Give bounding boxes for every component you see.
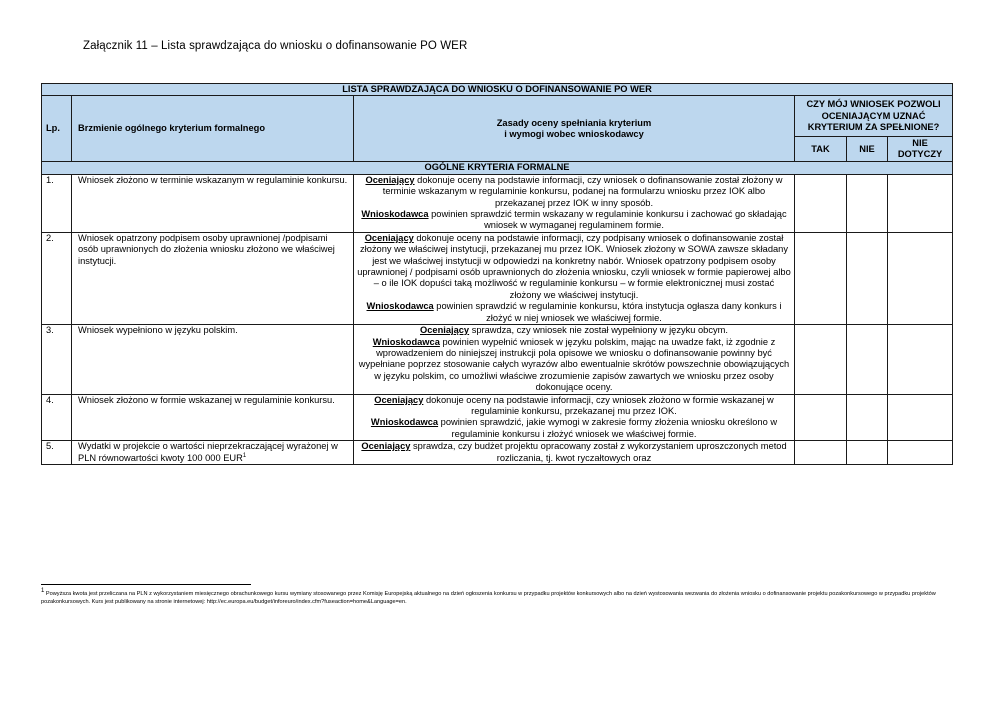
assessor-text: sprawdza, czy wniosek nie został wypełniony w języku obcym. xyxy=(469,325,728,336)
checkbox-yes[interactable] xyxy=(795,174,847,232)
column-header-criterion: Brzmienie ogólnego kryterium formalnego xyxy=(72,96,354,162)
checkbox-no[interactable] xyxy=(847,232,888,324)
assessor-text: dokonuje oceny na podstawie informacji, czy podpisany wniosek o dofinansowanie został złożony we właściwej instytucji, przekazanej mu przez IOK. Wniosek złożony w SOWA zawsze składany jest we właściwej instytucji w odpowiedzi na konkretny nabór. Wniosek opatrzony podpisem osoby uprawnionej / podpisami osób uprawnionych do złożenia wniosku, czyli wniosek w formie papierowej albo – o ile IOK dopuści taką możliwość w regulaminie konkursu – w formie elektronicznej musi zostać złożony we właściwej instytucji. xyxy=(357,232,791,300)
column-header-question: CZY MÓJ WNIOSEK POZWOLI OCENIAJĄCYM UZNAĆ KRYTERIUM ZA SPEŁNIONE? xyxy=(795,96,953,137)
applicant-text: powinien sprawdzić termin wskazany w regulaminie konkursu i zachować go składając wniosek w wymaganej regulaminem formie. xyxy=(428,209,787,231)
row-rules xyxy=(354,174,795,232)
assessor-text: sprawdza, czy budżet projektu opracowany został z wykorzystaniem uproszczonych metod rozliczania, tj. kwot ryczałtowych oraz xyxy=(410,441,787,463)
row-rules xyxy=(354,394,795,441)
table-row xyxy=(42,232,953,324)
checkbox-na[interactable] xyxy=(888,232,953,324)
checkbox-yes[interactable] xyxy=(795,441,847,465)
row-criterion: Wniosek złożono w formie wskazanej w regulaminie konkursu. xyxy=(72,394,354,441)
assessor-label: Oceniający xyxy=(364,232,414,243)
checkbox-na[interactable] xyxy=(888,174,953,232)
row-lp: 1. xyxy=(42,174,72,232)
footnote-mark: 1 xyxy=(242,452,247,459)
table-row xyxy=(42,325,953,394)
table-row xyxy=(42,441,953,465)
checklist-table xyxy=(41,83,953,465)
checkbox-na[interactable] xyxy=(888,325,953,394)
row-rules xyxy=(354,325,795,394)
assessor-label: Oceniający xyxy=(361,441,411,452)
checkbox-yes[interactable] xyxy=(795,232,847,324)
applicant-text: powinien wypełnić wniosek w języku polskim, mając na uwadze fakt, iż zgodnie z wprowadzeniem do niniejszej instrukcji pola opisowe we wniosku o dofinansowanie powinny być wypełniane poprzez stosowanie całych wyrazów albo ewentualnie skrótów powszechnie obowiązujących w języku polskim, co umożliwi właściwe zrozumienie zapisów zawartych we wniosku przez osoby dokonujące oceny. xyxy=(358,336,790,393)
row-lp: 5. xyxy=(42,441,72,465)
footnote-text: Powyższa kwota jest przeliczana na PLN z wykorzystaniem miesięcznego obrachunkowego kursu wymiany stosowanego przez Komisję Europejską aktualnego na dzień ogłoszenia konkursu w przypadku projektów konkursowych albo na dzień wystosowania wezwania do złożenia wniosku o dofinansowanie projektu pozakonkursowego w przypadku projektów pozakonkursowych. Kurs jest publikowany na stronie internetowej: http://ec.europa.eu/budget/inforeuro/index.cfm?fuseaction=home&Language=en. xyxy=(41,591,936,605)
row-rules xyxy=(354,441,795,465)
row-lp: 4. xyxy=(42,394,72,441)
applicant-label: Wnioskodawca xyxy=(361,209,429,220)
assessor-text: dokonuje oceny na podstawie informacji, czy wniosek złożono w formie wskazanej w regulaminie konkursu, przekazanej mu przez IOK. xyxy=(423,394,774,416)
checkbox-yes[interactable] xyxy=(795,394,847,441)
assessor-label: Oceniający xyxy=(420,325,470,336)
row-criterion: Wniosek złożono w terminie wskazanym w regulaminie konkursu. xyxy=(72,174,354,232)
row-criterion-text: Wydatki w projekcie o wartości nieprzekraczającej wyrażonej w PLN równowartości kwoty 100 000 EUR xyxy=(78,441,338,463)
applicant-label: Wnioskodawca xyxy=(372,336,440,347)
table-row xyxy=(42,174,953,232)
column-header-no: NIE xyxy=(847,137,888,162)
row-lp: 3. xyxy=(42,325,72,394)
checkbox-na[interactable] xyxy=(888,394,953,441)
footnote xyxy=(41,588,956,606)
applicant-text: powinien sprawdzić, jakie wymogi w zakresie formy złożenia wniosku określono w regulaminie konkursu i złożyć wniosek we właściwej formie. xyxy=(438,417,778,439)
column-header-rules-line2: i wymogi wobec wnioskodawcy xyxy=(504,128,644,139)
row-criterion: Wniosek wypełniono w języku polskim. xyxy=(72,325,354,394)
row-criterion xyxy=(72,441,354,465)
column-header-yes: TAK xyxy=(795,137,847,162)
column-header-rules xyxy=(354,96,795,162)
table-title: LISTA SPRAWDZAJĄCA DO WNIOSKU O DOFINANSOWANIE PO WER xyxy=(42,84,953,96)
row-criterion: Wniosek opatrzony podpisem osoby uprawnionej /podpisami osób uprawnionych do złożenia wniosku złożono we właściwej instytucji. xyxy=(72,232,354,324)
applicant-text: powinien sprawdzić w regulaminie konkursu, która instytucja ogłasza dany konkurs i złożyć w niej wniosek we właściwej formie. xyxy=(433,301,782,323)
checkbox-no[interactable] xyxy=(847,325,888,394)
page-header: Załącznik 11 – Lista sprawdzająca do wniosku o dofinansowanie PO WER xyxy=(83,40,468,52)
checkbox-yes[interactable] xyxy=(795,325,847,394)
column-header-lp: Lp. xyxy=(42,96,72,162)
section-header: OGÓLNE KRYTERIA FORMALNE xyxy=(42,162,953,174)
column-header-rules-line1: Zasady oceny spełniania kryterium xyxy=(496,117,652,128)
checkbox-no[interactable] xyxy=(847,441,888,465)
assessor-label: Oceniający xyxy=(374,394,424,405)
footnote-divider xyxy=(41,584,251,585)
assessor-text: dokonuje oceny na podstawie informacji, czy wniosek o dofinansowanie został złożony w terminie wskazanym w regulaminie konkursu, podanej na formularzu wniosku przez IOK albo przekazanej przez IOK w inny sposób. xyxy=(382,174,783,208)
row-lp: 2. xyxy=(42,232,72,324)
applicant-label: Wnioskodawca xyxy=(370,417,439,428)
checkbox-no[interactable] xyxy=(847,394,888,441)
footnote-number: 1 xyxy=(41,588,45,595)
applicant-label: Wnioskodawca xyxy=(366,301,434,312)
column-header-na: NIE DOTYCZY xyxy=(888,137,953,162)
assessor-label: Oceniający xyxy=(365,174,415,185)
table-row xyxy=(42,394,953,441)
checkbox-no[interactable] xyxy=(847,174,888,232)
checkbox-na[interactable] xyxy=(888,441,953,465)
row-rules xyxy=(354,232,795,324)
